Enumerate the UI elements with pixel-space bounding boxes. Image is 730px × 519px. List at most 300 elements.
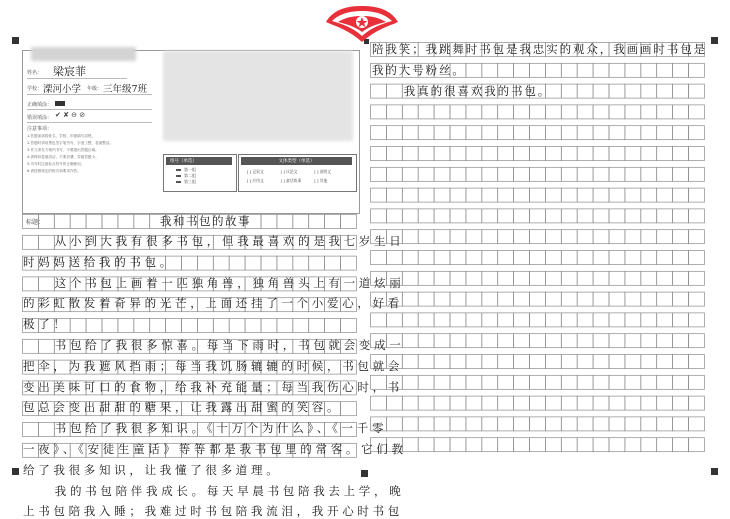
grid-cell [229, 256, 245, 270]
grid-cell [561, 84, 577, 98]
grid-cell [402, 355, 418, 369]
grid-cell [561, 438, 577, 452]
grid-cell [498, 375, 514, 389]
grid-cell [625, 105, 641, 119]
grid-cell [450, 396, 466, 410]
grid-cell [625, 396, 641, 410]
grid-cell [657, 188, 673, 202]
wrong-fill-label: 错误填涂： [27, 115, 53, 121]
grid-cell [593, 334, 609, 348]
grid-cell [402, 105, 418, 119]
essay-line[interactable]: 从小到大我有很多书包，但我最喜欢的是我七岁生日 [54, 234, 405, 248]
grid-cell [514, 105, 530, 119]
grid-cell [641, 230, 657, 244]
grid-cell [418, 188, 434, 202]
grid-cell [593, 209, 609, 223]
essay-line[interactable]: 把伞，为我遮风挡雨；每当我饥肠辘辘的时候，书包就会 [23, 358, 403, 373]
grid-cell [689, 209, 705, 223]
grid-cell [545, 209, 561, 223]
type-select-box [238, 154, 357, 192]
grid-cell [418, 417, 434, 431]
grid-cell [402, 417, 418, 431]
grid-cell [23, 235, 39, 249]
group-option[interactable]: 第三组 [176, 179, 236, 185]
school-field[interactable]: 溧河小学 [43, 84, 82, 95]
essay-line[interactable]: 我真的很喜欢我的书包。 [403, 83, 552, 98]
grid-cell [689, 167, 705, 181]
grid-cell [657, 438, 673, 452]
grid-cell [386, 188, 402, 202]
grid-cell [482, 251, 498, 265]
group-option[interactable]: 第二组 [176, 173, 236, 179]
grid-cell [673, 167, 689, 181]
grid-cell [673, 126, 689, 140]
grid-cell [593, 147, 609, 161]
name-field[interactable]: 梁宸菲 [53, 65, 86, 78]
grid-cell [245, 256, 261, 270]
grid-cell [545, 417, 561, 431]
grid-cell [657, 230, 673, 244]
grid-cell [609, 126, 625, 140]
grid-cell [625, 251, 641, 265]
grid-cell [561, 355, 577, 369]
grid-cell [593, 84, 609, 98]
grid-cell [434, 438, 450, 452]
grid-cell [466, 63, 482, 77]
grid-cell [561, 105, 577, 119]
grid-cell [625, 147, 641, 161]
essay-line[interactable]: 陪我笑；我跳舞时书包是我忠实的观众，我画画时书包是 [372, 42, 707, 56]
grid-cell [657, 271, 673, 285]
grid-cell [561, 209, 577, 223]
grid-cell [341, 319, 357, 333]
grid-cell [498, 396, 514, 410]
grid-cell [657, 105, 673, 119]
grid-cell [641, 438, 657, 452]
grid-cell [86, 319, 102, 333]
grid-cell [498, 209, 514, 223]
grid-cell [641, 271, 657, 285]
grid-cell [466, 230, 482, 244]
grid-cell [514, 417, 530, 431]
grid-cell [434, 188, 450, 202]
grid-cell [434, 417, 450, 431]
grid-cell [561, 375, 577, 389]
grid-cell [545, 438, 561, 452]
grid-cell [418, 167, 434, 181]
grid-cell [657, 355, 673, 369]
grid-cell [450, 438, 466, 452]
grid-cell [482, 438, 498, 452]
grid-cell [261, 215, 277, 229]
grid-cell [514, 167, 530, 181]
type-option[interactable]: [ ] 记叙文 [247, 169, 264, 174]
correct-fill-sample-icon [55, 101, 65, 106]
grid-cell [371, 209, 387, 223]
type-option[interactable]: [ ] 童话故事 [280, 178, 302, 183]
grid-cell [213, 256, 229, 270]
grid-cell [609, 375, 625, 389]
grid-cell [530, 438, 546, 452]
grid-cell [641, 209, 657, 223]
grid-cell [641, 167, 657, 181]
grid-cell [641, 84, 657, 98]
essay-line[interactable]: 包总会变出甜甜的糖果，让我露出甜蜜的笑容。 [23, 400, 343, 415]
grid-cell [593, 63, 609, 77]
grid-cell [197, 319, 213, 333]
grid-cell [561, 126, 577, 140]
grid-cell [609, 63, 625, 77]
grid-cell [325, 215, 341, 229]
essay-line[interactable]: 给了我很多知识，让我懂了很多道理。 [23, 462, 282, 477]
grid-cell [371, 105, 387, 119]
grid-cell [498, 188, 514, 202]
grid-cell [514, 209, 530, 223]
grid-cell [641, 417, 657, 431]
grid-cell [593, 396, 609, 410]
grid-cell [23, 277, 39, 291]
grid-cell [418, 271, 434, 285]
grid-cell [434, 251, 450, 265]
grid-cell [418, 355, 434, 369]
grid-cell [593, 271, 609, 285]
grid-cell [482, 334, 498, 348]
grid-cell [466, 126, 482, 140]
grid-cell [561, 417, 577, 431]
grid-cell [641, 63, 657, 77]
grid-cell [450, 271, 466, 285]
grid-cell [609, 147, 625, 161]
grid-cell [593, 188, 609, 202]
grid-cell [530, 396, 546, 410]
grid-cell [434, 147, 450, 161]
grid-cell [577, 375, 593, 389]
grid-cell [371, 188, 387, 202]
grid-cell [229, 319, 245, 333]
grid-cell [466, 105, 482, 119]
essay-title[interactable]: 我和书包的故事 [160, 214, 251, 228]
grid-cell [293, 256, 309, 270]
grid-cell [689, 230, 705, 244]
grid-cell [434, 126, 450, 140]
grid-cell [530, 313, 546, 327]
grid-cell [402, 167, 418, 181]
grid-cell [530, 271, 546, 285]
grid-cell [545, 126, 561, 140]
grid-cell [577, 251, 593, 265]
registration-mark [361, 470, 368, 477]
grid-cell [498, 438, 514, 452]
grid-cell [657, 396, 673, 410]
grid-cell [577, 271, 593, 285]
grid-cell [530, 167, 546, 181]
grid-cell [182, 256, 198, 270]
type-option[interactable]: [ ] 应用文 [247, 178, 264, 183]
grid-cell [466, 438, 482, 452]
grid-cell [450, 292, 466, 306]
grid-cell [641, 105, 657, 119]
grid-cell [593, 230, 609, 244]
grid-cell [70, 215, 86, 229]
grid-cell [23, 423, 39, 437]
essay-line[interactable]: 时妈妈送给我的书包。 [23, 254, 175, 269]
school-emblem-icon [322, 4, 402, 44]
grid-cell [466, 292, 482, 306]
note-item: 2.答题时请用黑色签字笔书写，字迹工整，卷面整洁。 [27, 141, 114, 145]
grid-cell [689, 396, 705, 410]
grid-cell [434, 313, 450, 327]
grid-cell [673, 292, 689, 306]
grid-cell [386, 251, 402, 265]
grid-cell [625, 126, 641, 140]
grid-cell [371, 126, 387, 140]
grid-cell [577, 63, 593, 77]
grid-cell [530, 375, 546, 389]
grid-cell [166, 319, 182, 333]
essay-line[interactable]: 一夜》、《安徒生童话》等等都是我书包里的常客。它们教 [23, 442, 407, 456]
essay-line[interactable]: 书包给了我很多惊喜。每当下雨时，书包就会变成一 [54, 338, 405, 352]
grid-cell [577, 84, 593, 98]
grid-cell [673, 355, 689, 369]
registration-mark [12, 37, 19, 44]
grid-cell [561, 230, 577, 244]
grid-cell [418, 126, 434, 140]
grid-cell [309, 256, 325, 270]
grid-cell [386, 147, 402, 161]
grid-cell [261, 256, 277, 270]
grade-field[interactable]: 三年级7班 [103, 84, 148, 95]
grid-cell [673, 334, 689, 348]
grid-cell [386, 209, 402, 223]
grid-cell [593, 292, 609, 306]
grid-cell [530, 292, 546, 306]
group-option[interactable]: 第一组 [176, 167, 236, 173]
grid-cell [371, 84, 387, 98]
grid-cell [434, 375, 450, 389]
grid-cell [402, 334, 418, 348]
grid-cell [277, 256, 293, 270]
grid-cell [577, 355, 593, 369]
grid-cell [38, 339, 54, 353]
grid-cell [418, 209, 434, 223]
grid-cell [498, 355, 514, 369]
grid-cell [657, 209, 673, 223]
grid-cell [689, 271, 705, 285]
grid-cell [498, 147, 514, 161]
grid-cell [514, 126, 530, 140]
grid-cell [498, 417, 514, 431]
grid-cell [482, 313, 498, 327]
grid-cell [514, 375, 530, 389]
grid-cell [293, 215, 309, 229]
grid-cell [625, 355, 641, 369]
grid-cell [118, 215, 134, 229]
grid-cell [86, 215, 102, 229]
grid-cell [657, 147, 673, 161]
grid-cell [641, 126, 657, 140]
grid-cell [54, 215, 70, 229]
grid-cell [577, 230, 593, 244]
essay-line[interactable]: 书包给了我很多知识。《十万个为什么》、《一千零 [54, 421, 388, 436]
grid-cell [641, 355, 657, 369]
grid-cell [450, 188, 466, 202]
grid-cell [309, 319, 325, 333]
grid-cell [498, 292, 514, 306]
grid-cell [561, 63, 577, 77]
grid-cell [641, 251, 657, 265]
grid-cell [673, 230, 689, 244]
essay-line[interactable]: 我的书包陪伴我成长。每天早晨书包陪我去上学，晚 [54, 483, 405, 498]
grid-cell [689, 438, 705, 452]
grid-cell [434, 209, 450, 223]
grid-cell [514, 438, 530, 452]
grid-cell [561, 167, 577, 181]
grid-cell [625, 292, 641, 306]
grid-cell [134, 319, 150, 333]
grid-cell [213, 319, 229, 333]
grid-cell [498, 63, 514, 77]
grid-cell [418, 313, 434, 327]
grid-cell [450, 230, 466, 244]
grid-cell [450, 126, 466, 140]
group-select-box [163, 154, 237, 192]
name-label: 姓名： [27, 70, 43, 76]
grid-cell [134, 215, 150, 229]
grid-cell [609, 84, 625, 98]
grid-cell [561, 147, 577, 161]
grid-cell [641, 147, 657, 161]
grid-cell [514, 188, 530, 202]
grid-cell [561, 188, 577, 202]
correct-fill-label: 正确填涂： [27, 102, 53, 108]
grid-cell [689, 126, 705, 140]
grid-cell [673, 438, 689, 452]
grid-cell [402, 375, 418, 389]
grid-cell [498, 105, 514, 119]
grid-cell [593, 438, 609, 452]
grid-cell [466, 209, 482, 223]
grid-cell [657, 313, 673, 327]
grid-cell [625, 375, 641, 389]
grid-cell [545, 271, 561, 285]
grid-cell [577, 334, 593, 348]
grid-cell [577, 313, 593, 327]
grid-cell [625, 84, 641, 98]
grid-cell [561, 271, 577, 285]
grid-cell [102, 319, 118, 333]
grid-cell [514, 251, 530, 265]
essay-line[interactable]: 上书包陪我入睡；我难过时书包陪我流泪，我开心时书包 [23, 504, 403, 519]
type-option[interactable]: [ ] 议论文 [280, 169, 298, 174]
grid-cell [657, 334, 673, 348]
grid-cell [325, 256, 341, 270]
note-item: 6.请按照规定的格式和要求作答。 [27, 169, 81, 173]
grid-cell [609, 313, 625, 327]
grid-cell [466, 334, 482, 348]
grid-cell [70, 319, 86, 333]
grid-cell [277, 319, 293, 333]
grid-cell [498, 313, 514, 327]
grid-cell [577, 209, 593, 223]
grid-cell [530, 334, 546, 348]
grid-cell [673, 271, 689, 285]
grid-cell [530, 126, 546, 140]
grid-cell [514, 334, 530, 348]
grid-cell [673, 417, 689, 431]
grid-cell [689, 334, 705, 348]
grid-cell [673, 188, 689, 202]
grid-cell [689, 84, 705, 98]
grid-cell [482, 167, 498, 181]
grid-cell [514, 230, 530, 244]
blurred-barcode [31, 47, 136, 61]
grid-cell [689, 417, 705, 431]
grid-cell [689, 188, 705, 202]
grid-cell [482, 188, 498, 202]
grid-cell [245, 319, 261, 333]
grid-cell [577, 292, 593, 306]
grid-cell [325, 319, 341, 333]
essay-line[interactable]: 我的大号粉丝。 [372, 62, 466, 77]
grid-cell [498, 126, 514, 140]
grid-cell [434, 271, 450, 285]
notes-label: 注意事项： [27, 126, 53, 132]
grid-cell [641, 188, 657, 202]
grid-cell [545, 334, 561, 348]
grid-cell [545, 147, 561, 161]
essay-line[interactable]: 的彩虹散发着奇异的光芒，上面还挂了一个小爱心，好看 [23, 296, 403, 311]
grid-cell [657, 167, 673, 181]
grid-cell [514, 292, 530, 306]
grid-cell [418, 438, 434, 452]
registration-mark [711, 37, 718, 44]
grid-cell [450, 355, 466, 369]
type-option[interactable]: [ ] 其他 [314, 178, 328, 183]
grid-cell [418, 334, 434, 348]
grid-cell [545, 292, 561, 306]
grid-cell [545, 230, 561, 244]
grid-cell [418, 292, 434, 306]
grid-cell [402, 292, 418, 306]
grid-cell [498, 230, 514, 244]
grid-cell [689, 313, 705, 327]
grid-cell [450, 147, 466, 161]
grid-cell [545, 251, 561, 265]
type-option[interactable]: [ ] 说明文 [314, 169, 332, 174]
grid-cell [386, 417, 402, 431]
grid-cell [689, 292, 705, 306]
grid-cell [402, 313, 418, 327]
grid-cell [545, 188, 561, 202]
grid-cell [609, 167, 625, 181]
essay-line[interactable]: 极了！ [23, 317, 69, 332]
grid-cell [530, 417, 546, 431]
grid-cell [402, 209, 418, 223]
note-item: 3.作文请在方格内书写，不要超出答题区域。 [27, 148, 99, 152]
grid-cell [593, 105, 609, 119]
note-item: 5.书写时注意标点符号的正确使用。 [27, 162, 85, 166]
grid-cell [434, 230, 450, 244]
grid-cell [657, 84, 673, 98]
wrong-fill-samples-icon: ✔ ✘ ⊖ ⊘ [55, 111, 86, 119]
grid-cell [38, 423, 54, 437]
grid-cell [482, 126, 498, 140]
essay-line[interactable]: 这个书包上画着一匹独角兽，独角兽头上有一道炫丽 [54, 275, 405, 290]
grid-cell [418, 147, 434, 161]
grid-cell [466, 251, 482, 265]
grid-cell [530, 188, 546, 202]
essay-line[interactable]: 变出美味可口的食物，给我补充能量；每当我伤心时，书 [23, 379, 403, 394]
